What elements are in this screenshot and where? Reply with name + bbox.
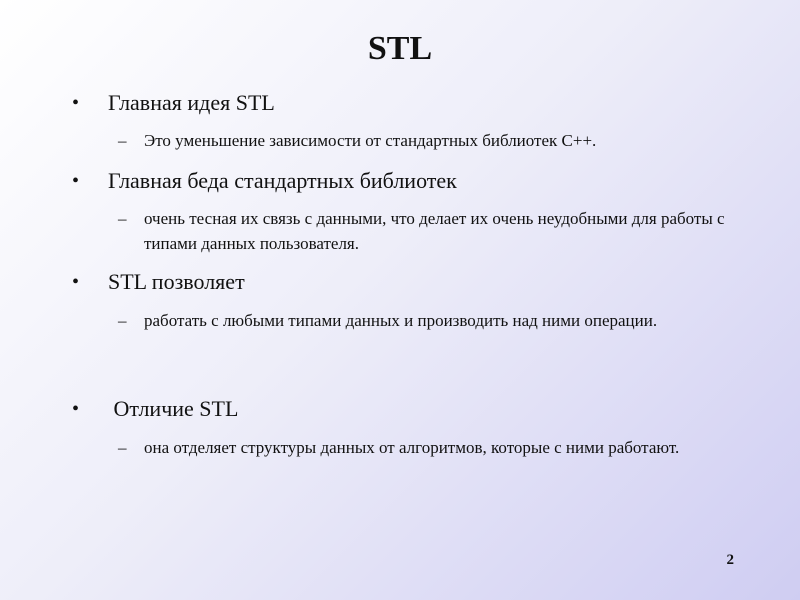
bullet-label: STL позволяет	[108, 269, 245, 294]
bullet-marker: •	[72, 92, 80, 114]
sub-bullet-text: она отделяет структуры данных от алгоритмов, которые с ними работают.	[144, 438, 680, 457]
sub-bullet-text: очень тесная их связь с данными, что делает их очень неудобными для работы с типами данных пользователя.	[144, 209, 725, 253]
sub-bullet-marker: –	[118, 438, 127, 457]
sub-bullet-marker: –	[118, 131, 127, 150]
page-number: 2	[726, 552, 734, 568]
bullet-label: Главная идея STL	[108, 90, 275, 115]
sub-bullet-marker: –	[118, 311, 127, 330]
sub-bullet-marker: –	[118, 209, 127, 228]
bullet-marker: •	[72, 170, 80, 192]
bullet-marker: •	[72, 271, 80, 293]
sub-bullet-text: работать с любыми типами данных и производить над ними операции.	[144, 311, 658, 330]
bullet-label: Отличие STL	[108, 396, 239, 421]
bullet-label: Главная беда стандартных библиотек	[108, 168, 457, 193]
sub-bullet-text: Это уменьшение зависимости от стандартных библиотек С++.	[144, 131, 597, 150]
bullet-marker: •	[72, 398, 80, 420]
slide-title: STL	[367, 30, 433, 67]
